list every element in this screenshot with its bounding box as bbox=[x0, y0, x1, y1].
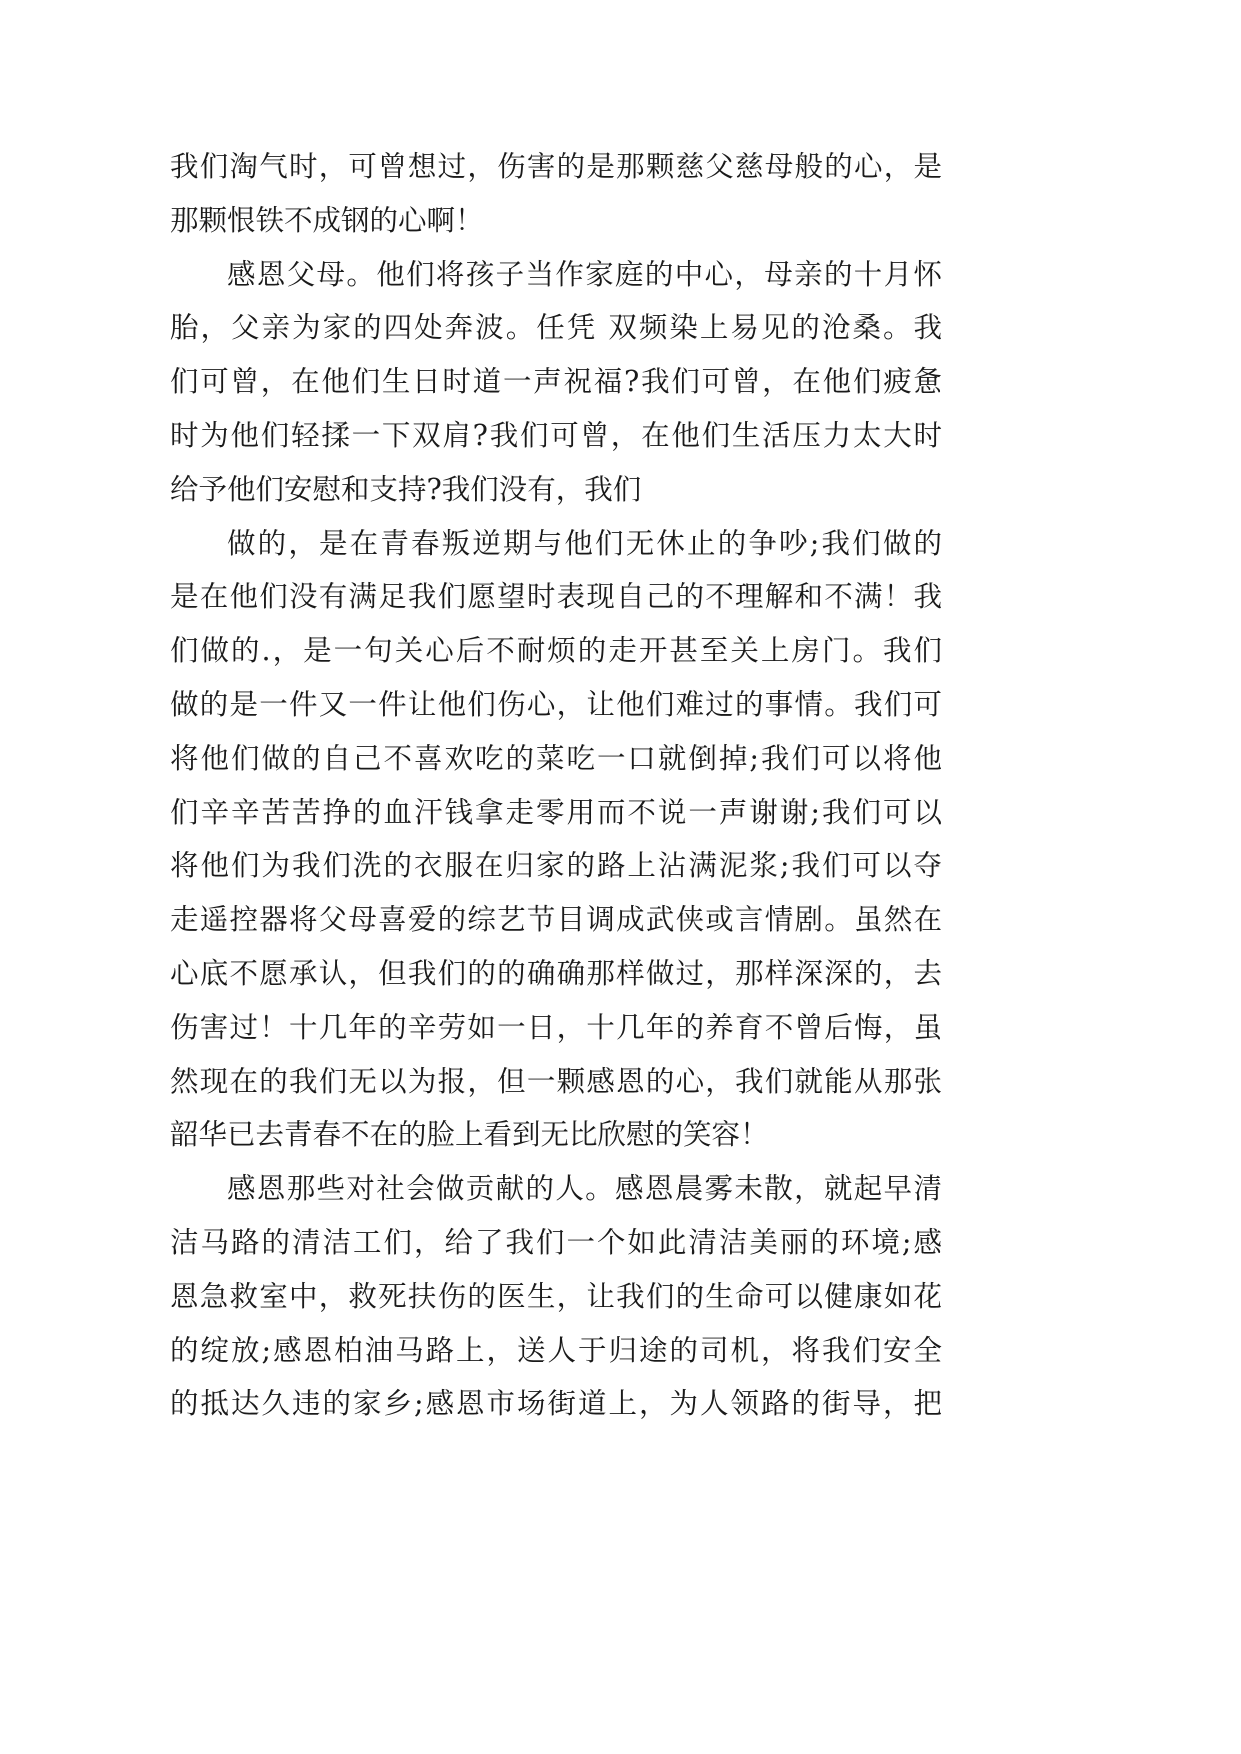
text-line: 将他们做的自己不喜欢吃的菜吃一口就倒掉;我们可以将他 bbox=[170, 741, 942, 775]
text-line: 给予他们安慰和支持?我们没有，我们 bbox=[170, 472, 642, 506]
text-line: 们可曾，在他们生日时道一声祝福?我们可曾，在他们疲惫 bbox=[170, 365, 942, 399]
text-line: 洁马路的清洁工们，给了我们一个如此清洁美丽的环境;感 bbox=[170, 1225, 942, 1259]
text-line: 然现在的我们无以为报，但一颗感恩的心，我们就能从那张 bbox=[170, 1064, 942, 1098]
text-line: 我们淘气时，可曾想过，伤害的是那颗慈父慈母般的心，是 bbox=[170, 150, 942, 183]
text-line: 将他们为我们洗的衣服在归家的路上沾满泥浆;我们可以夺 bbox=[170, 849, 942, 883]
text-line: 伤害过！十几年的辛劳如一日，十几年的养育不曾后悔，虽 bbox=[170, 1010, 942, 1044]
text-line: 走遥控器将父母喜爱的综艺节目调成武侠或言情剧。虽然在 bbox=[170, 903, 942, 937]
text-line: 胎，父亲为家的四处奔波。任凭 双频染上易见的沧桑。我 bbox=[170, 311, 942, 345]
paragraph-first-line: 感恩那些对社会做贡献的人。感恩晨雾未散，就起早清 bbox=[227, 1172, 942, 1206]
text-line: 那颗恨铁不成钢的心啊！ bbox=[170, 203, 484, 237]
text-line: 恩急救室中，救死扶伤的医生，让我们的生命可以健康如花 bbox=[170, 1279, 942, 1313]
text-line: 做的是一件又一件让他们伤心，让他们难过的事情。我们可 bbox=[170, 687, 942, 721]
document-body bbox=[170, 140, 942, 1431]
paragraph-first-line: 做的，是在青春叛逆期与他们无休止的争吵;我们做的 bbox=[227, 526, 942, 560]
text-line: 们辛辛苦苦挣的血汗钱拿走零用而不说一声谢谢;我们可以 bbox=[170, 795, 942, 829]
text-line: 时为他们轻揉一下双肩?我们可曾，在他们生活压力太大时 bbox=[170, 418, 942, 452]
text-line: 是在他们没有满足我们愿望时表现自己的不理解和不满！我 bbox=[170, 580, 942, 614]
paragraph-first-line: 感恩父母。他们将孩子当作家庭的中心，母亲的十月怀 bbox=[227, 257, 942, 291]
text-line: 们做的.，是一句关心后不耐烦的走开甚至关上房门。我们 bbox=[170, 634, 942, 668]
text-line: 心底不愿承认，但我们的的确确那样做过，那样深深的，去 bbox=[170, 956, 942, 990]
text-line: 的绽放;感恩柏油马路上，送人于归途的司机，将我们安全 bbox=[170, 1333, 942, 1367]
text-line: 韶华已去青春不在的脸上看到无比欣慰的笑容！ bbox=[170, 1118, 769, 1152]
text-line: 的抵达久违的家乡;感恩市场街道上，为人领路的街导，把 bbox=[170, 1387, 942, 1421]
